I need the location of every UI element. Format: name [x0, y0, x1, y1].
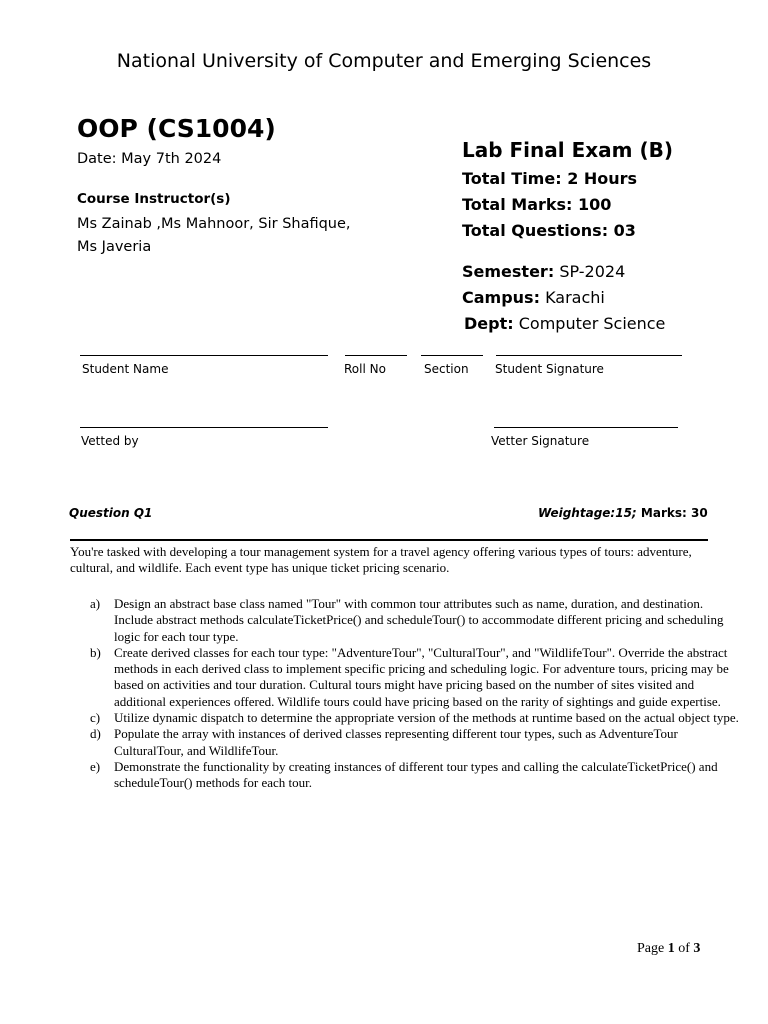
part-marker: b) — [90, 644, 101, 660]
question-part — [90, 759, 740, 792]
page-number — [637, 941, 700, 957]
part-text: Create derived classes for each tour type: "AdventureTour", "CulturalTour", and "WildlifeTour". Override the abstract methods in each derived class to implement specific pricing and scheduling logic. For adventure tours, pricing may be based on activities and tour duration. Cultural tours might have pricing based on the number of sites visited and additional experiences offered. Wildlife tours could have pricing based on the rarity of sightings and guide expertise. — [114, 644, 729, 709]
university-title: National University of Computer and Emerging Sciences — [116, 50, 652, 72]
instructor-heading: Course Instructor(s) — [77, 191, 231, 207]
part-text: Populate the array with instances of derived classes representing different tour types, such as AdventureTour CulturalTour, and WildlifeTour. — [114, 726, 678, 758]
exam-date: Date: May 7th 2024 — [77, 151, 222, 167]
page-total: 3 — [693, 941, 701, 956]
roll-no-label: Roll No — [344, 362, 386, 376]
exam-title: Lab Final Exam (B) — [462, 138, 673, 162]
vetter-signature-label: Vetter Signature — [491, 434, 590, 448]
total-marks-value: 100 — [578, 195, 612, 214]
total-time — [462, 169, 637, 188]
total-marks — [462, 195, 611, 214]
vetted-by-line — [80, 427, 328, 428]
part-marker: e) — [90, 758, 101, 774]
question-part — [90, 726, 740, 759]
instructor-names-continued: Ms Javeria — [77, 239, 152, 255]
campus-value: Karachi — [545, 288, 605, 307]
part-text: Demonstrate the functionality by creating instances of different tour types and calling the calculateTicketPrice() and scheduleTour() methods for each tour. — [114, 758, 718, 791]
instructor-names: Ms Zainab ,Ms Mahnoor, Sir Shafique, — [77, 216, 351, 232]
question-part — [90, 596, 740, 645]
student-signature-label: Student Signature — [495, 362, 604, 376]
part-text: Utilize dynamic dispatch to determine the appropriate version of the methods at runtime based on the actual object type. — [114, 710, 739, 726]
vetted-by-label: Vetted by — [81, 434, 139, 448]
of-word: of — [678, 941, 690, 956]
total-questions-label: Total Questions — [462, 221, 602, 240]
student-name-line — [80, 355, 328, 356]
semester — [462, 262, 625, 281]
question-label: Question Q1 — [69, 506, 153, 520]
campus-label: Campus: — [462, 288, 540, 307]
question-parts — [90, 596, 740, 792]
course-title: OOP (CS1004) — [77, 114, 276, 143]
part-text: Design an abstract base class named "Tour" with common tour attributes such as name, duration, and destination. Include abstract methods calculateTicketPrice() and scheduleTour() to accommodate different pricing and scheduling logic for each tour type. — [114, 596, 724, 644]
part-marker: a) — [90, 596, 101, 611]
campus — [462, 288, 605, 307]
marks-text: Marks: 30 — [640, 506, 708, 520]
question-weightage — [538, 506, 708, 520]
question-part — [90, 710, 740, 726]
semester-value: SP-2024 — [559, 262, 626, 281]
question-intro: You're tasked with developing a tour management system for a travel agency offering various types of tours: adventure, cultural, and wildlife. Each event type has unique ticket pricing scenario. — [70, 544, 692, 575]
department-value: Computer Science — [518, 314, 666, 333]
student-name-label: Student Name — [82, 362, 169, 376]
vetter-signature-line — [494, 427, 678, 428]
weightage-text: Weightage:15; — [538, 506, 637, 520]
total-marks-label: Total Marks: — [462, 195, 573, 214]
roll-no-line — [345, 355, 407, 356]
department-label: Dept: — [464, 314, 514, 333]
total-time-label: Total Time: — [462, 169, 562, 188]
section-label: Section — [424, 362, 469, 376]
total-time-value: 2 Hours — [567, 169, 638, 188]
section-line — [421, 355, 483, 356]
part-marker: d) — [90, 726, 101, 742]
total-questions-value: : 03 — [601, 221, 636, 240]
page-word: Page — [637, 941, 665, 956]
student-signature-line — [496, 355, 682, 356]
question-part — [90, 645, 740, 710]
total-questions — [462, 221, 636, 240]
part-marker: c) — [90, 710, 101, 726]
department — [464, 314, 665, 333]
semester-label: Semester: — [462, 262, 555, 281]
page-current: 1 — [667, 941, 675, 956]
question-divider — [70, 539, 708, 541]
